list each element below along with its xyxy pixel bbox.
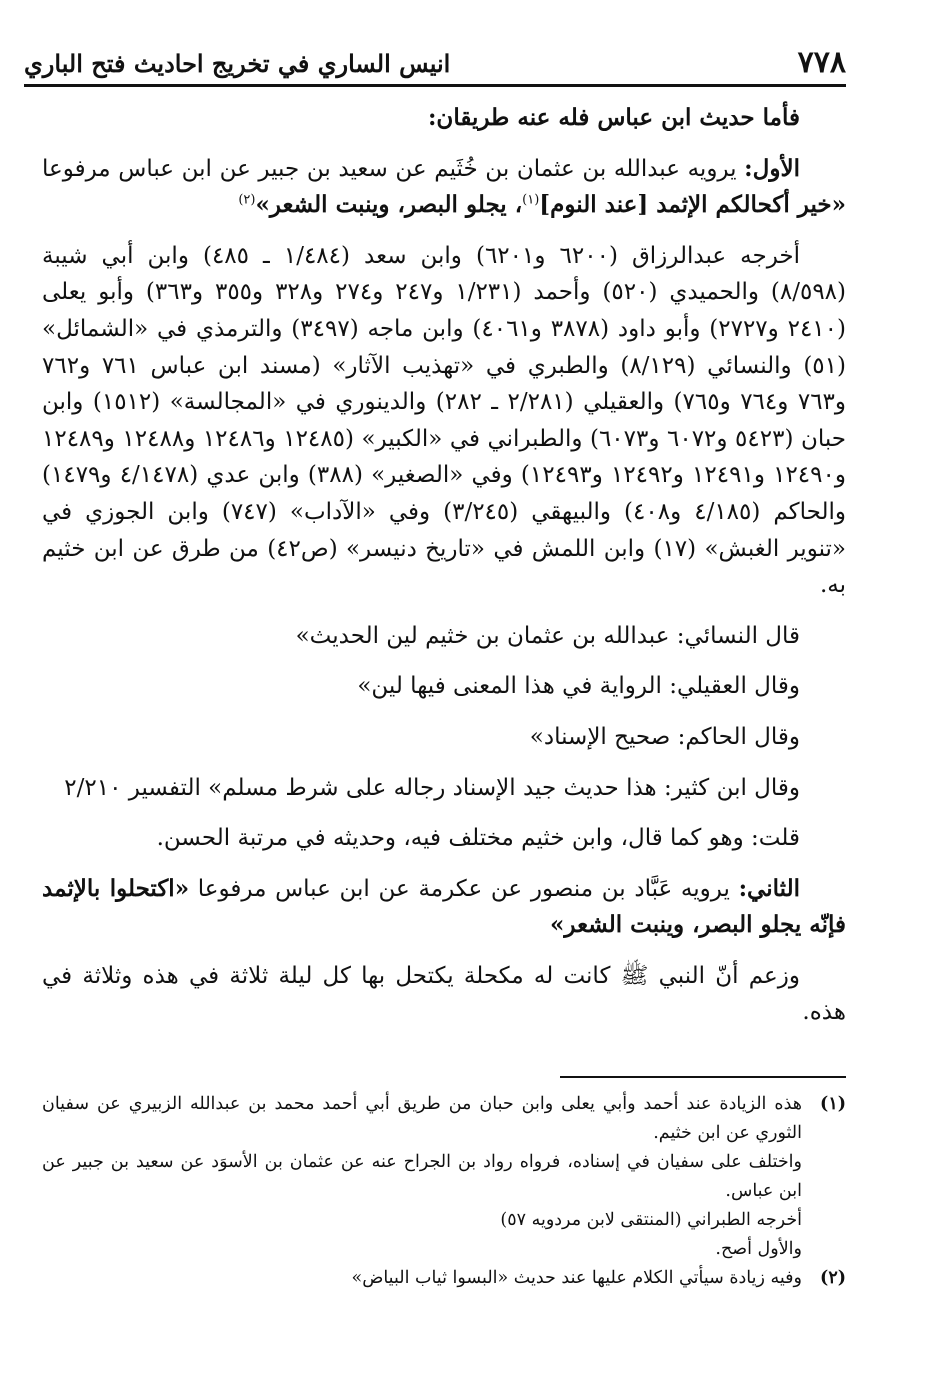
footnote-1: [42, 1090, 846, 1264]
footnote-number: (٢): [820, 1268, 846, 1288]
first-route-quote-end: ، يجلو البصر، وينبت الشعر»: [255, 191, 523, 219]
author-verdict: قلت: وهو كما قال، وابن خثيم مختلف فيه، وحديثه في مرتبة الحسن.: [156, 825, 800, 852]
footnote-divider: [560, 1076, 846, 1078]
footnote-line: والأول أصح.: [715, 1239, 802, 1259]
footnote-line: واختلف على سفيان في إسناده، فرواه رواد بن الجراح عنه عن عثمان بن الأسوَد عن سعيد بن جبير عن ابن عباس.: [42, 1152, 802, 1201]
footnote-ref-1[interactable]: (١): [522, 192, 540, 208]
first-route-paragraph: [42, 151, 846, 224]
second-route-quote: «اكتحلوا بالإثمد فإنّه يجلو البصر، وينبت الشعر»: [42, 874, 846, 939]
second-route-label: الثاني:: [738, 874, 800, 902]
footnote-line: هذه الزيادة عند أحمد وأبي يعلى وابن حبان من طريق أبي أحمد محمد بن عبدالله الزبيري عن سفيان الثوري عن ابن خثيم.: [42, 1094, 802, 1143]
footnote-line: وفيه زيادة سيأتي الكلام عليها عند حديث «البسوا ثياب البياض»: [351, 1268, 802, 1288]
first-route-text: يرويه عبدالله بن عثمان بن خُثَيم عن سعيد بن جبير عن ابن عباس مرفوعا: [42, 155, 745, 182]
running-header: [24, 34, 846, 87]
running-title: انيس الساري في تخريج احاديث فتح الباري: [24, 49, 451, 78]
hakim-statement: وقال الحاكم: صحيح الإسناد»: [529, 723, 800, 750]
main-text: [42, 100, 846, 1031]
first-route-label: الأول:: [744, 154, 800, 182]
uqayli-statement: وقال العقيلي: الرواية في هذا المعنى فيها لين»: [357, 673, 800, 700]
footnote-text: [42, 1264, 802, 1293]
footnote-2: [42, 1264, 846, 1293]
footnote-text: [42, 1090, 802, 1264]
footnote-line: أخرجه الطبراني (المنتقى لابن مردويه ٥٧): [500, 1210, 802, 1230]
nasai-statement: قال النسائي: عبدالله بن عثمان بن خثيم لين الحديث»: [295, 622, 800, 649]
footnote-ref-2[interactable]: (٢): [238, 192, 256, 208]
closing-paragraph: وزعم أنّ النبي ﷺ كانت له مكحلة يكتحل بها كل ليلة ثلاثة في هذه وثلاثة في هذه.: [42, 962, 846, 1026]
ibn-kathir-statement: وقال ابن كثير: هذا حديث جيد الإسناد رجاله على شرط مسلم» التفسير ٢/٢١٠: [64, 774, 800, 801]
takhrij-paragraph: أخرجه عبدالرزاق (٦٢٠٠ و٦٢٠١) وابن سعد (١/٤٨٤ ـ ٤٨٥) وابن أبي شيبة (٨/٥٩٨) والحميدي (٥٢٠) وأحمد (١/٢٣١ و٢٤٧ و٢٧٤ و٣٢٨ و٣٥٥ و٣٦٣) وأبو يعلى (٢٤١٠ و٢٧٢٧) وأبو داود (٣٨٧٨ و٤٠٦١) وابن ماجه (٣٤٩٧) والترمذي في «الشمائل» (٥١) والنسائي (٨/١٢٩) والطبري في «تهذيب الآثار» (مسند ابن عباس ٧٦١ و٧٦٢ و٧٦٣ و٧٦٤ و٧٦٥) والعقيلي (٢/٢٨١ ـ ٢٨٢) والدينوري في «المجالسة» (١٥١٢) وابن حبان (٥٤٢٣ و٦٠٧٢ و٦٠٧٣) والطبراني في «الكبير» (١٢٤٨٥ و١٢٤٨٦ و١٢٤٨٨ و١٢٤٨٩ و١٢٤٩٠ و١٢٤٩١ و١٢٤٩٢ و١٢٤٩٣) وفي «الصغير» (٣٨٨) وابن عدي (٤/١٤٧٨ و١٤٧٩) والحاكم (٤/١٨٥ و٤٠٨) والبيهقي (٣/٢٤٥) وفي «الآداب» (٧٤٧) وابن الجوزي في «تنوير الغبش» (١٧) وابن اللمش في «تاريخ دنيسر» (ص٤٢) من طرق عن ابن خثيم به.: [42, 242, 847, 599]
footnotes: [42, 1090, 846, 1293]
page-number: ٧٧٨: [797, 45, 846, 80]
section-heading: فأما حديث ابن عباس فله عنه طريقان:: [427, 104, 800, 131]
second-route-text: يرويه عَبَّاد بن منصور عن عكرمة عن ابن عباس مرفوعا: [189, 875, 739, 902]
first-route-quote: «خير أكحالكم الإثمد [عند النوم]: [539, 191, 846, 219]
second-route-paragraph: [42, 871, 846, 944]
footnote-number: (١): [820, 1094, 846, 1114]
